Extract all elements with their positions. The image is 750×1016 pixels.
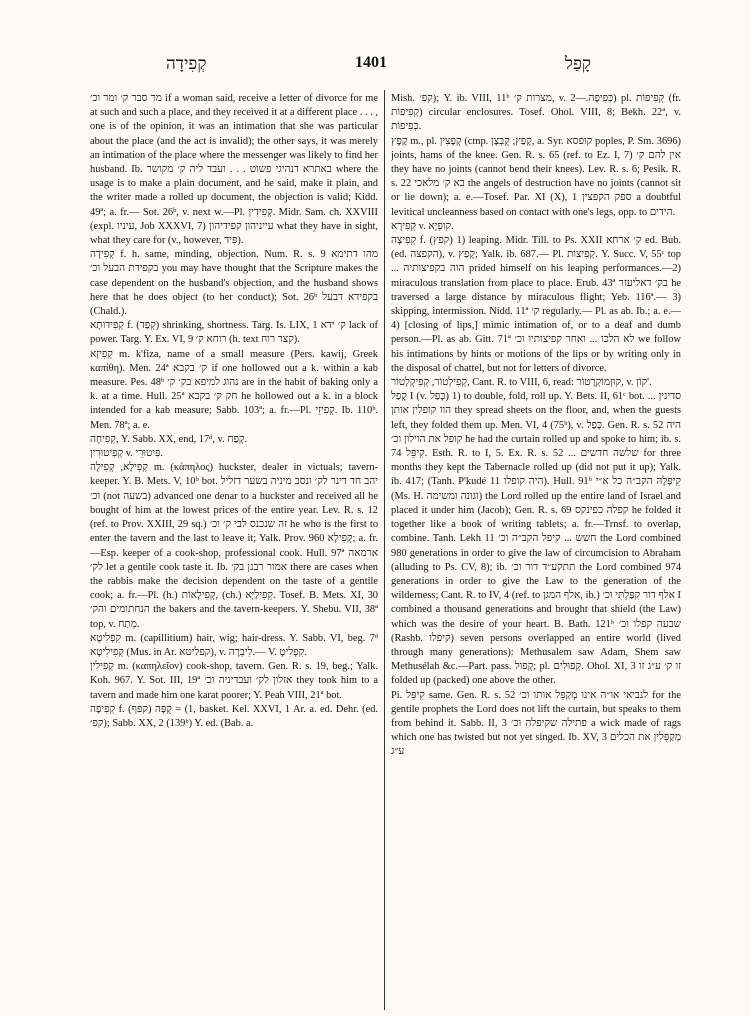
entry-paragraph: קְפִיחָה, Y. Sabb. XX, end, 17ᵈ, v. קָפַח. <box>90 433 248 445</box>
entry-paragraph: קָפַל I (v. כָּפַל) 1) to double, fold, roll up. Y. Bets. II, 61ᶜ bot. ... סדינין הוו קופלין אותן they spread sheets on the floor, and, when the guests left, they folded them up. Men. VI, 4 (75ᵇ), v. כָּפַל. Gen. R. s. 52 היה קופל את הוילון וכ׳ he had the curtain rolled up and spoke to him; ib. s. 74 קִיפֵּל. Esth. R. to I, 5. Ex. R. s. 52 ... שלשה חדשים for three months they kept the Tabernacle rolled up (did not put it up); Yalk. ib. 417; (Tanh. P'kudé 11 היה קופלו). Hull. 91ᵇ קִיפְּלָהּ הקב״ה כל א״י (Ms. H. וגונה ומשימה) the Lord rolled up the entire land of Israel and placed it under him (Jacob); Gen. R. s. 69 קפלה כפינקס he folded it together like a book of writing tablets; a. fr.—Trnsf. to overlap, combine. Tanh. Lekh 11 חשש ... קיפל הקב״ה וכ׳ the Lord combined 980 generations in order to give the law of circumcision to Abraham (alluding to Ps. CV, 8); ib. תתקע״ד דור וכ׳ the Lord combined 974 generations in order to give the Law to the generation of the wilderness; Cant. R. to IV, 4 (ref. to אלף המגן, ib.) אלף דור קִפַּלְתִּי וכ׳ I combined a thousand generations and brought that shield (the Law) which was the desire of your heart. B. Bath. 121ᵇ שבעה קפלו וכ׳ (Rashb. קיפלו) seven persons overlapped an entire world (lived through many generations): Methusalem saw Adam, Shem saw Methusélah &c.—Part. pass. קָפוּל; pl. קְפוּלִים. Ohol. XI, 3 זו ק׳ ע״ג זו folded up (packed) one above the other. <box>391 391 681 687</box>
entry-paragraph: קִפְלִיטָא m. (capillitium) hair, wig; hair-dress. Y. Sabb. VI, beg. 7ᵈ קְפִילִיטָא (Mus. in Ar. קפליטא), v. לִיבְרָה.— V. קִפְלִיטָ. <box>90 632 378 658</box>
running-head-left: קְפִידָה <box>166 54 207 73</box>
left-column <box>90 92 378 1010</box>
column-rule <box>384 90 385 1010</box>
entry-paragraph: קְפִילָא, קְפִילָה m. (κάπηλος) huckster, dealer in victuals; tavern-keeper. Y. B. Mets. V, 10ᵇ bot. יהב חד דינר לק׳ ונסב מיניה בשער דזליל וכ׳ (not בשעה) advanced one denar to a huckster and received all he bought of him at the lowest prices of the entire year. Lev. R. s. 12 (ref. to Prov. XXIII, 29 sq.) זה שנכנס לבי ק׳ וכ׳ he who is the first to enter the tavern and the last to leave it; Yalk. Prov. 960 קְפִילָא; a. fr.—Esp. keeper of a cook-shop, professional cook. Hull. 97ª ארמאה לק׳ let a gentile cook taste it. Ib. אמור רבנן בק׳ there are cases when the rabbis make the decision dependent on the taste of a gentile cook; a. fr.—Pl. (h.) קְפִילָאוֹת, (ch.) קְפִילַיָּא. Tosef. B. Mets. XI, 30 הנחתומים והק׳ the bakers and the tavern-keepers. Y. Shebu. VII, 38ª top, v. מְתַח. <box>90 462 378 630</box>
entry-paragraph: מר סבר ק׳ ומר וכ׳ if a woman said, receive a letter of divorce for me at such and such a place, and they received it at a different place . . . , one is of the opinion, it was an intimation that she was particular about the place (and the act is invalid); the other says, it was merely an intimation of the place where the messenger was likely to find her husband. Ib. באתרא דנהיגי פשוט . . . ועבד ליה ק׳ מקושר where the usage is to make a plain document, and he said, make it plain, and the writer made a rolled up document, the objection is valid; Kidd. 49ª; a. fr.— Sot. 26ᵇ, v. next w.—Pl. קְפִידִין. Midr. Sam. ch. XXVIII (expl. עיניו, Job XXXVI, 7) עייניהון קפידיהון what they have in sight, what they care for (v., however, פִּיד). <box>90 93 378 247</box>
right-column <box>391 92 681 1010</box>
entry-paragraph: קְפִיטוּרִין v. פִּיטוּרֵי. <box>90 448 164 460</box>
entry-paragraph: Mish. קפ׳); Y. ib. VIII, 11ᵇ מצרות ק׳, v. כְּפִיפָה.—2) pl. קְפִיפוֹת (fr. קְפִיפוֹת) circular enclosures. Tosef. Ohol. VIII, 8; Bekh. 22ª, v. כְּפִיפוֹת. <box>391 93 681 133</box>
page-number: 1401 <box>355 54 387 71</box>
entry-paragraph: קְפִיזָא m. k'fiza, name of a small measure (Pers. kawij, Greek καπίθη). Men. 24ª ק׳ בקבא if one hollowed out a k. within a kab measure. Pes. 48ᵇ נהוג למיפא בק׳ ק׳ are in the habit of baking only a k. at a time. Hull. 25ª חק ק׳ בקבא he hollowed out a k. in a block intended for a kab measure; Sabb. 103ª; a. fr.—Pl. קְפִיזֵי. Ib. 110ᵇ. Men. 78ª; a. e. <box>90 348 378 431</box>
entry-paragraph: Pi. קִיפֵּל same. Gen. R. s. 52 לנביאי או״ה אינו מְקַפֵּל אותו וכ׳ for the gentile prophets the Lord does not lift the curtain, but speaks to them from behind it. Sabb. II, 3 פתילה שקיפלה וכ׳ a wick made of rags which one has twisted but not yet singed. Ib. XV, 3 מְקַפְּלִין את הכלים ע״ג <box>391 689 681 758</box>
entry-paragraph: קְפִילִין m. (καπηλεῖον) cook-shop, tavern. Gen. R. s. 19, beg.; Yalk. Koh. 967. Y. Sot. III, 19ª אזלון לק׳ ועבדיניה וכ׳ they took him to a tavern and made him one karat poorer; Y. Peah VIII, 21ª bot. <box>90 661 378 701</box>
entry-paragraph: קֶפֶץ m., pl. קְפָצִין (cmp. קָפַץ; קֻבְּצָן, a. Syr. קופסא poples, P. Sm. 3696) joints, hams of the knee. Gen. R. s. 65 (ref. to Ez. I, 7) אין להם ק׳ they have no joints (cannot bend their knees). Lev. R. s. 6; Pesik. R. s. 22 בא ק׳ מלאכי the angels of destruction have no joints (cannot sit or lie down); a. e.—Tosef. Par. XI (X), 1 ספק הקפצין a doubtful levitical uncleanness based on contact with one's legs, opp. to הידים. <box>391 135 681 218</box>
entry-paragraph: קְפִיפָה f. (קפף) 1) = קֻפָּה, basket. Kel. XXVI, 1 Ar. a. ed. Dehr. (ed. קפ׳); Sabb. XX, 2 (139ᵇ) Y. ed. (Bab. a. <box>90 703 378 729</box>
running-head-right: קָפַל <box>565 54 591 73</box>
entry-paragraph: קְפִילְטוֹר, קְפִיקְלְטוֹר, Cant. R. to VIII, 6, read: קוּזְמוֹקְרָטוֹר, v. קוֹזְ'. <box>391 377 652 389</box>
entry-paragraph: קְפִיצָה f. (קפץ) 1) leaping. Midr. Till. to Ps. XXII ק׳ ארחא ed. Bub. (ed. הקפצה), v. קָפַץ; Yalk. ib. 687.— Pl. קְפִיצוֹת. Y. Succ. V, 55ᶜ top ... הוה בקפיצותיה prided himself on his leaping performances.—2) miraculous translation from place to place. Erub. 43ª בק׳ דאליעזר he traversed a large distance by miraculous flight; Yeb. 116ª.— 3) skipping, intermission. Nidd. 11ª ק׳ regularly.— Pl. as ab. Ib.; a. e.—4) [closing of lips,] mimic intimation of, or to a deaf and dumb person.—Pl. as ab. Gitt. 71ª לא הלכו ... ואחר קפיצותיו וכ׳ we follow his intimations by hints or motions of the lips or by writing only in the disposal of chattel, but not for letters of divorce. <box>391 235 681 374</box>
entry-paragraph: קְפִירָא v. קוּפְיָא. <box>391 220 454 232</box>
entry-paragraph: קְפִידוּתָא f. (קְפַד) shrinking, shortness. Targ. Is. LIX, 1 ק׳ ידא lack of power. Targ. Y. Ex. VI, 9 רוחא ק׳ (h. text קצר רוח). <box>90 320 378 346</box>
entry-paragraph: קְפִידָה f. h. same, minding, objection. Num. R. s. 9 מהו דתימא בקפידת הבעל וכ׳ you may have thought that the Scripture makes the case dependent on the husband's objection, and the husband shows here that he does object (to her conduct); Sot. 26ᵇ בקפידא דבעל (Chald.). <box>90 249 378 318</box>
